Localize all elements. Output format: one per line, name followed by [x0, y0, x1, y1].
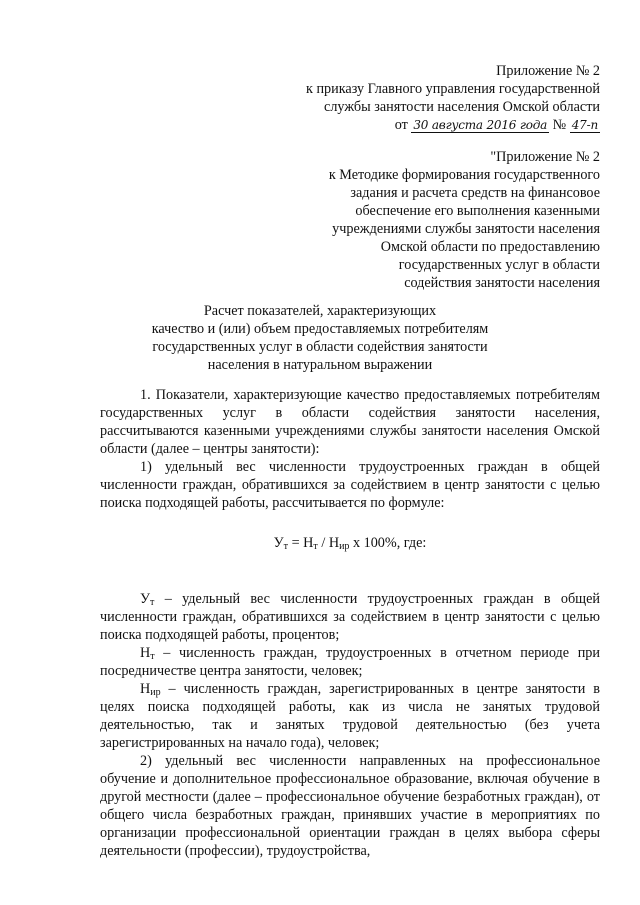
- formula-rest: х 100%, где:: [349, 535, 427, 551]
- order-attachment-block: [306, 62, 600, 134]
- paragraph-1: 1. Показатели, характеризующие качество предоставляемых потребителям государственных услуг в области содействия занятости населения, рассчитываются казенными учреждениями службы занятости населения Омской области (далее – центры занятости):: [100, 387, 600, 457]
- document-body: [100, 386, 600, 860]
- methodology-line: задания и расчета средств на финансовое: [350, 185, 600, 201]
- methodology-line: обеспечение его выполнения казенными: [355, 203, 600, 219]
- formula-eq: =: [288, 535, 304, 551]
- methodology-line: содействия занятости населения: [404, 275, 600, 291]
- title-line: государственных услуг в области содействия занятости: [152, 339, 488, 355]
- definition-symbol: У: [140, 591, 151, 607]
- order-line-1: к приказу Главного управления государственной: [306, 81, 600, 97]
- methodology-line: государственных услуг в области: [398, 257, 600, 273]
- definition-nt: [100, 644, 600, 680]
- formula-n: Н: [303, 535, 314, 551]
- definition-nir: [100, 680, 600, 752]
- handwritten-date: 30 августа 2016 года: [413, 118, 548, 132]
- methodology-line: Омской области по предоставлению: [380, 239, 600, 255]
- formula-n2-sub: ир: [339, 541, 350, 552]
- formula-div: /: [317, 535, 329, 551]
- definition-subscript: ир: [150, 687, 161, 698]
- definition-symbol: Н: [140, 681, 151, 697]
- formula-n2: Н: [328, 535, 340, 551]
- definition-text: – численность граждан, зарегистрированных в центре занятости в целях поиска подходящей работы, как из числа не занятых трудовой деятельностью, так и занятых трудовой деятельностью (без учета зарегистрированных на начало года), человек;: [100, 681, 600, 751]
- methodology-line: "Приложение № 2: [490, 149, 600, 165]
- formula: [100, 534, 600, 552]
- paragraph-2: 1) удельный вес численности трудоустроенных граждан в общей численности граждан, обратившихся за содействием в центр занятости с целью поиска подходящей работы, рассчитывается по формуле:: [100, 459, 600, 511]
- paragraph-3: 2) удельный вес численности направленных на профессиональное обучение и дополнительное профессиональное образование, включая обучение в другой местности (далее – профессиональное обучение безработных граждан), от общего числа безработных граждан, принявших участие в мероприятиях по организации профессиональной ориентации граждан в целях выбора сферы деятельности (профессии), трудоустройства,: [100, 753, 600, 859]
- definition-text: – удельный вес численности трудоустроенных граждан в общей численности граждан, обратившихся за содействием в центр занятости с целью поиска подходящей работы, процентов;: [100, 591, 600, 643]
- order-date-line: [306, 116, 600, 134]
- formula-u-sub: т: [283, 541, 289, 552]
- handwritten-number: 47-п: [571, 118, 598, 132]
- formula-u: У: [273, 535, 284, 551]
- title-line: Расчет показателей, характеризующих: [203, 303, 437, 319]
- definition-symbol: Н: [140, 645, 151, 661]
- number-prefix: №: [552, 117, 567, 133]
- methodology-attachment-block: [329, 148, 600, 292]
- definition-subscript: т: [150, 651, 155, 662]
- definition-subscript: т: [150, 597, 155, 608]
- methodology-line: к Методике формирования государственного: [328, 167, 600, 183]
- definition-ut: [100, 590, 600, 644]
- order-line-2: службы занятости населения Омской области: [324, 99, 600, 115]
- title-line: качество и (или) объем предоставляемых потребителям: [151, 321, 489, 337]
- date-prefix: от: [394, 117, 408, 133]
- formula-n-sub: т: [313, 541, 318, 552]
- definition-text: – численность граждан, трудоустроенных в отчетном периоде при посредничестве центра занятости, человек;: [100, 645, 600, 679]
- document-title: [0, 302, 640, 374]
- methodology-line: учреждениями службы занятости населения: [332, 221, 600, 237]
- title-line: населения в натуральном выражении: [207, 357, 433, 373]
- appendix-label: Приложение № 2: [496, 63, 600, 79]
